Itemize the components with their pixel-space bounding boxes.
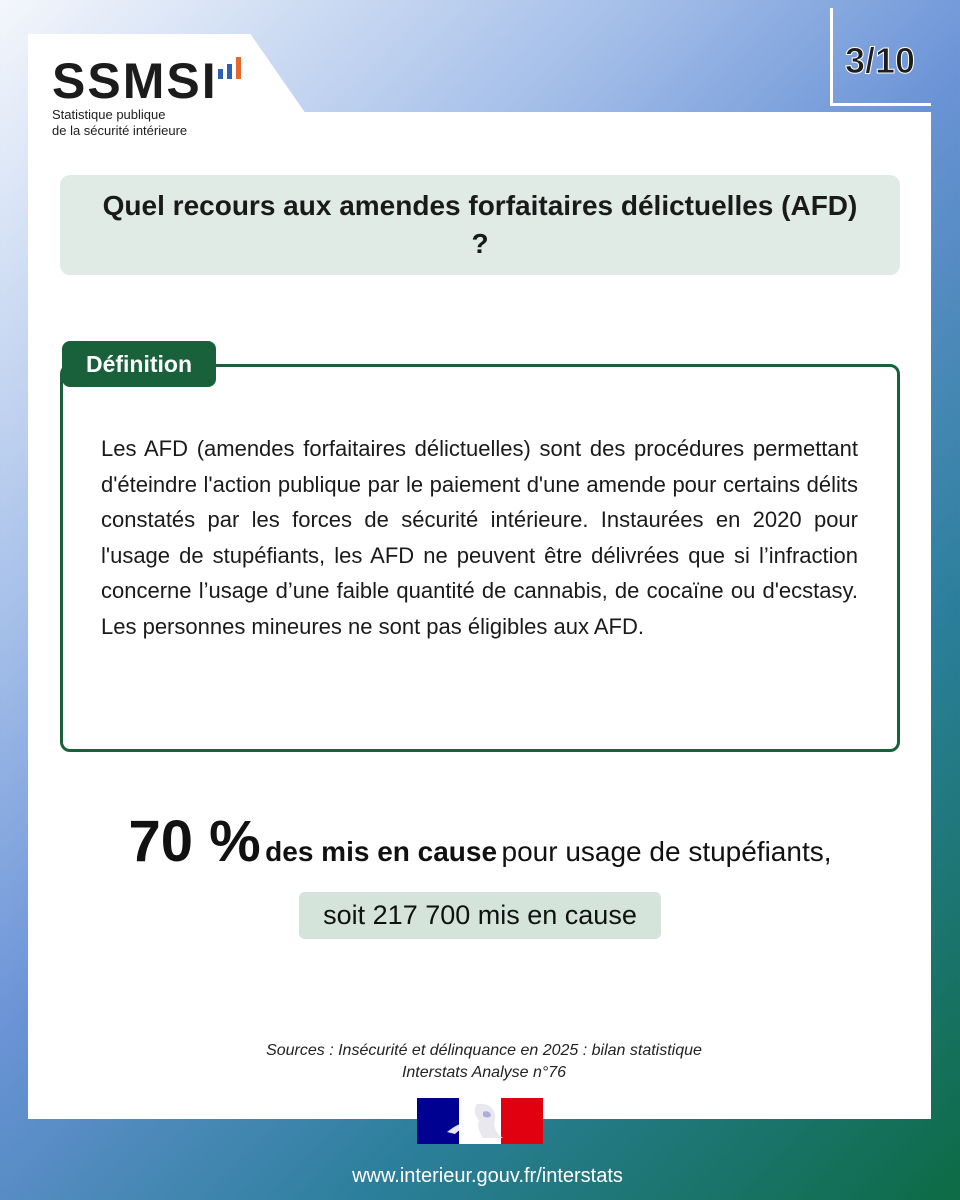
sources-line-2: Interstats Analyse n°76 — [401, 1064, 567, 1081]
stat-highlight: soit 217 700 mis en cause — [299, 892, 661, 939]
marianne-flag-icon — [417, 1098, 543, 1144]
key-stat — [0, 808, 960, 875]
stat-percent: 70 % — [128, 809, 261, 874]
title-box — [60, 175, 900, 275]
stat-bold-text: des mis en cause — [265, 836, 498, 867]
sources — [0, 1040, 960, 1084]
stat-rest-text: pour usage de stupéfiants, — [501, 836, 832, 867]
logo-wordmark: SSMSI — [52, 53, 218, 109]
ssmsi-logo — [52, 53, 218, 109]
page-counter-text: 3/10 — [845, 40, 916, 81]
logo-subtitle: Statistique publique de la sécurité intérieure — [52, 107, 188, 138]
footer-url[interactable]: www.interieur.gouv.fr/interstats — [352, 1165, 623, 1187]
definition-text: Les AFD (amendes forfaitaires délictuelles) sont des procédures permettant d'éteindre l'action publique par le paiement d'une amende pour certains délits constatés par les forces de sécurité intérieure. Instaurées en 2020 pour l'usage de stupéfiants, les AFD ne peuvent être délivrées que si l’infraction concerne l’usage d’une faible quantité de cannabis, de cocaïne ou d'ecstasy. Les personnes mineures ne sont pas éligibles aux AFD. — [101, 436, 858, 639]
sources-line-1: Sources : Insécurité et délinquance en 2025 : bilan statistique — [266, 1042, 702, 1059]
definition-label: Définition — [62, 341, 216, 387]
page-title: Quel recours aux amendes forfaitaires délictuelles (AFD) ? — [102, 190, 858, 259]
logo-bars-icon — [218, 57, 250, 79]
page-counter — [830, 8, 931, 106]
